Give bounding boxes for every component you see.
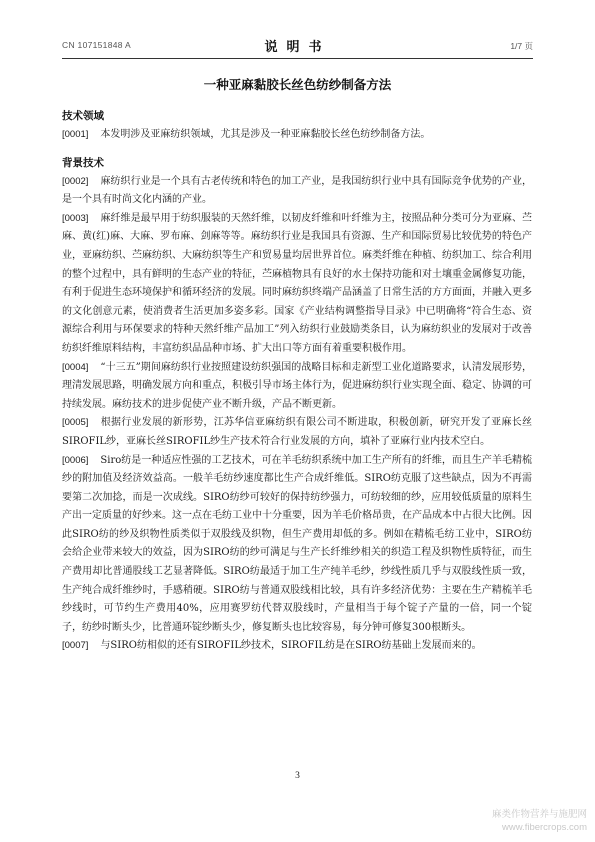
section-heading: 技术领域: [62, 110, 104, 122]
section-background: [62, 155, 532, 656]
watermark-line: 麻类作物营养与施肥网: [491, 809, 587, 820]
page-info: 1/7 页: [510, 41, 533, 51]
paragraph-number: [0006]: [62, 454, 89, 466]
paragraph-text: 根据行业发展的新形势，江苏华信亚麻纺织有限公司不断进取，积极创新，研究开发了亚麻长丝SIROFIL纱，亚麻长丝SIROFIL纱生产技术符合行业发展的方向，填补了亚麻行业内技术空白。: [62, 417, 532, 447]
page-header: [62, 36, 533, 56]
header-rule: [62, 58, 533, 59]
paragraph: [62, 637, 532, 656]
paragraph-number: [0007]: [62, 640, 89, 652]
watermark: [492, 808, 587, 834]
paragraph-number: [0001]: [62, 129, 89, 140]
paragraph-number: [0003]: [62, 212, 89, 224]
section-technical-field: [62, 108, 532, 145]
paragraph: [62, 210, 532, 359]
paragraph: [62, 126, 532, 145]
paragraph-number: [0005]: [62, 417, 89, 429]
section-heading: 背景技术: [62, 156, 104, 169]
document-title: 一种亚麻黏胶长丝色纺纱制备方法: [203, 77, 392, 92]
paragraph: [62, 359, 532, 415]
page-number: 3: [295, 771, 300, 781]
document-type: 说明书: [264, 40, 331, 55]
publication-number: CN 107151848 A: [62, 40, 131, 50]
paragraph-text: Siro纺是一种适应性强的工艺技术，可在羊毛纺织系统中加工生产所有的纤维，而且生产羊毛精梳纱的附加值及经济效益高。一般羊毛纺纱速度都比生产合成纤维低。SIRO纺克服了这些缺点，因为不再需要第二次加捻，而是一次成线。SIRO纺纱可较好的保持纺纱强力，可纺较细的纱，应用较低质量的原料生产出一定质量的好纱来。这一点在毛纺工业中十分重要，因为羊毛价格昂贵，在产品成本中占很大比例。因此SIRO纺的纱及织物性质类似于双股线及织物，但生产费用却低的多。例如在精梳毛纺工业中，SIRO纺会给企业带来较大的效益，因为SIRO纺的纱可满足与生产长纤维纱相关的织造工程及织物性质特征，而生产费用却比普通股线工艺显著降低。SIRO纺最适于加工生产纯羊毛纱，纱线性质几乎与双股线性质一致，生产纯合成纤维纱时，手感稍硬。SIRO纺与普通双股线相比较，具有许多经济优势：主要在生产精梳羊毛纱线时，可节约生产费用40%，应用赛罗纺代替双股线时，产量相当于每个锭子产量的一倍，同一个锭子，纺纱时断头少，比普通环锭纱断头少，修复断头也比较容易，每分钟可修复300根断头。: [62, 454, 532, 633]
paragraph-text: 本发明涉及亚麻纺织领域，尤其是涉及一种亚麻黏胶长丝色纺纱制备方法。: [100, 129, 431, 140]
paragraph-number: [0002]: [62, 175, 89, 187]
paragraph-text: 麻纺织行业是一个具有古老传统和特色的加工产业，是我国纺织行业中具有国际竞争优势的产业，是一个具有时尚文化内涵的产业。: [62, 175, 532, 206]
document-body: [62, 108, 532, 656]
paragraph-text: 与SIRO纺相似的还有SIROFIL纱技术，SIROFIL纺是在SIRO纺基础上发展而来的。: [100, 640, 482, 652]
paragraph: [62, 414, 532, 451]
watermark-url: www.fibercrops.com: [502, 822, 587, 833]
paragraph: [62, 452, 532, 638]
paragraph-text: “十三五”期间麻纺织行业按照建设纺织强国的战略目标和走新型工业化道路要求，认清发展形势，理清发展思路，明确发展方向和重点，积极引导市场主体行为，促进麻纺织行业实现全面、稳定、协调的可持续发展。麻纺技术的进步促使产业不断升级，产品不断更新。: [62, 361, 532, 410]
paragraph: [62, 173, 532, 210]
paragraph-number: [0004]: [62, 361, 89, 373]
paragraph-text: 麻纤维是最早用于纺织服装的天然纤维，以韧皮纤维和叶纤维为主，按照品种分类可分为亚麻、苎麻、黄(红)麻、大麻、罗布麻、剑麻等等。麻纺织行业是我国具有资源、生产和国际贸易比较优势的特色产业，亚麻纺织、苎麻纺织、大麻纺织等生产和贸易量均居世界首位。麻类纤维在种植、纺织加工、综合利用的整个过程中，具有鲜明的生态产业的特征，苎麻植物具有良好的水土保持功能和对土壤重金属修复功能，有利于促进生态环境保护和循环经济的发展。同时麻纺织终端产品涵盖了日常生活的方方面面，并融入更多的文化创意元素，使消费者生活更加多姿多彩。国家《产业结构调整指导目录》中已明确将“符合生态、资源综合利用与环保要求的特种天然纤维产品加工”列入纺织行业鼓励类条目，认为麻纺织业的发展对于改善纺织纤维原料结构，丰富纺织品品种市场、扩大出口等方面有着重要积极作用。: [62, 212, 532, 354]
